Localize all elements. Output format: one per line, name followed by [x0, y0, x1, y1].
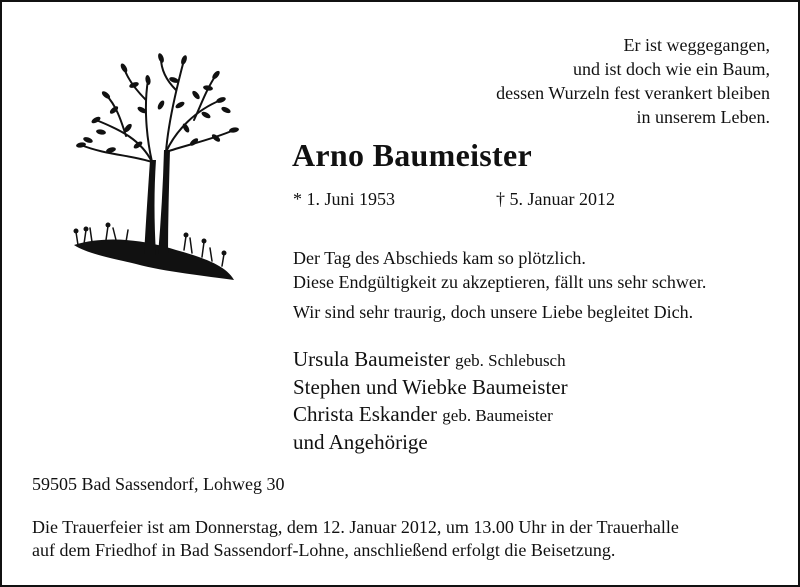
quote-line: Er ist weggegangen, [623, 35, 770, 55]
family-member [293, 429, 568, 456]
family-member-name: Stephen und Wiebke Baumeister [293, 375, 568, 399]
family-member-note: geb. Baumeister [442, 406, 553, 425]
family-member-name: Ursula Baumeister [293, 347, 450, 371]
message-line: Diese Endgültigkeit zu akzeptieren, fällt uns sehr schwer. [293, 272, 707, 292]
farewell-message [293, 246, 706, 294]
ceremony-line: Die Trauerfeier ist am Donnerstag, dem 12. Januar 2012, um 13.00 Uhr in der Trauerhalle [32, 517, 679, 537]
deceased-name: Arno Baumeister [292, 137, 533, 173]
family-list [293, 346, 568, 456]
quote-line: dessen Wurzeln fest verankert bleiben [496, 83, 770, 103]
message-line: Der Tag des Abschieds kam so plötzlich. [293, 248, 586, 268]
family-member-name: und Angehörige [293, 430, 428, 454]
memorial-quote [496, 33, 770, 129]
family-member [293, 346, 568, 374]
family-member-name: Christa Eskander [293, 402, 438, 426]
death-date: † 5. Januar 2012 [496, 189, 615, 209]
family-member [293, 374, 568, 401]
ceremony-info [32, 516, 679, 562]
family-member-note: geb. Schlebusch [455, 351, 566, 370]
quote-line: und ist doch wie ein Baum, [573, 59, 770, 79]
ceremony-line: auf dem Friedhof in Bad Sassendorf-Lohne, anschließend erfolgt die Beisetzung. [32, 540, 616, 560]
quote-line: in unserem Leben. [636, 107, 770, 127]
address: 59505 Bad Sassendorf, Lohweg 30 [32, 474, 285, 494]
family-member [293, 401, 568, 429]
love-message: Wir sind sehr traurig, doch unsere Liebe begleitet Dich. [293, 302, 694, 322]
birth-date: * 1. Juni 1953 [293, 189, 396, 209]
tree-silhouette-icon [66, 50, 241, 285]
